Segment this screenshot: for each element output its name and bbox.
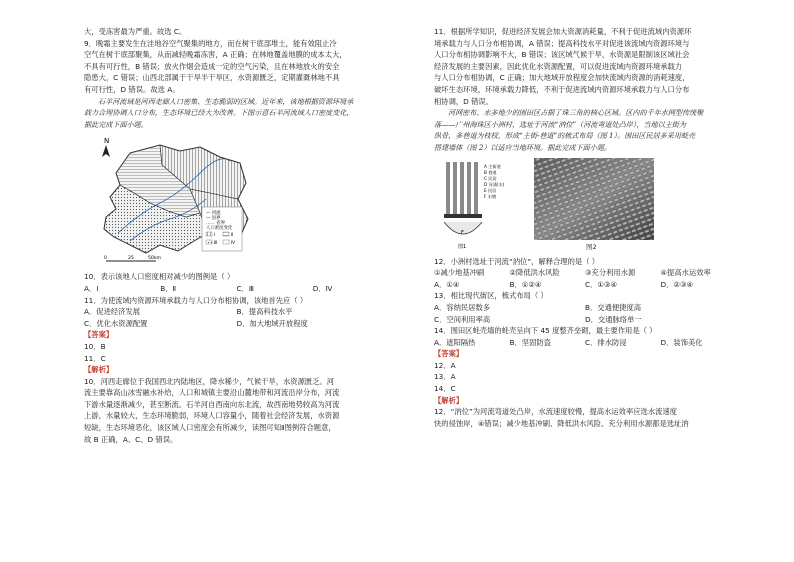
material-line: 落——广州海珠区小洲村，选址于河流“汭位”（河流弯道处凸岸），当地以主街为 bbox=[434, 119, 686, 129]
main-street bbox=[444, 214, 482, 218]
q12-items bbox=[434, 267, 736, 279]
legend-item: Ⅳ bbox=[231, 241, 236, 247]
legend-item: D 河涌(水) bbox=[484, 181, 505, 187]
text-line: 破坏生态环境，环境承载力降低，不利于促进流域内资源环境承载力与人口分布 bbox=[434, 84, 690, 94]
answer: 11．C bbox=[84, 353, 106, 363]
question-11: 11．为使流域内资源环境承载力与人口分布相协调，该地首先应（ ） bbox=[84, 295, 308, 305]
legend-item: Ⅰ bbox=[214, 233, 216, 239]
option: A．①④ bbox=[434, 279, 460, 289]
text-line: 隐患大，C 错误；山西北部属于干旱半干旱区，水资源匮乏，定期灌溉林地不具 bbox=[84, 73, 340, 83]
answer-label: 【答案】 bbox=[84, 330, 114, 340]
answer: 13．A bbox=[434, 372, 456, 382]
question-14: 14．围田区蚝壳墙的蚝壳呈向下 45 度整齐垒砌，最主要作用是（ ） bbox=[434, 326, 657, 336]
option: A．遮阳隔热 bbox=[434, 337, 476, 347]
answer-label: 【答案】 bbox=[434, 349, 464, 359]
analysis-line: 故 B 正确，A、C、D 错误。 bbox=[84, 434, 178, 444]
analysis-line: 快的侵蚀岸，④错误；减少地基冲刷、降低洪水风险、充分利用水源都是选址汭 bbox=[434, 418, 689, 428]
figures bbox=[434, 158, 736, 254]
figure-caption: 图1 bbox=[458, 243, 467, 250]
answer: 14．C bbox=[434, 384, 456, 394]
answer: 10．B bbox=[84, 341, 106, 351]
analysis-line: 短缺，生态环境恶化，该区域人口密度会有所减少，读图可知Ⅱ图例符合题意， bbox=[84, 423, 336, 433]
pond-label: F bbox=[461, 229, 464, 236]
text-line: 大，受冻害最为严重。故选 C。 bbox=[84, 27, 187, 36]
option: C．排水防浸 bbox=[585, 337, 627, 347]
option: D．②③④ bbox=[660, 279, 694, 289]
population-density-map bbox=[84, 133, 389, 269]
answer: 12．A bbox=[434, 360, 456, 370]
analysis-label: 【解析】 bbox=[84, 365, 114, 375]
option: B．提高科技水平 bbox=[236, 307, 293, 317]
option: C．优化水资源配置 bbox=[84, 318, 148, 328]
q11-options bbox=[84, 306, 389, 318]
text-line: 9．晚霜主要发生在洼地谷空气聚集的地方，而在树干底部堆土，能有效阻止冷 bbox=[84, 38, 337, 48]
analysis-line: 流主要靠高山冰雪融水补给，人口和城镇主要沿山麓地带和河流沿岸分布，河流 bbox=[84, 388, 340, 398]
analysis-line: 10．河西走廊位于我国西北内陆地区，降水稀少，气候干旱，水资源匮乏。河 bbox=[84, 376, 335, 386]
text-line: 相协调，D 错误。 bbox=[434, 96, 494, 106]
material-line: 搭建墙体（图 2）以适应当地环境。据此完成下面小题。 bbox=[434, 142, 612, 152]
text-line: 境承载力与人口分布相协调，A 错误；提高科技水平对促进该流域内资源环境与 bbox=[434, 38, 690, 48]
north-label: N bbox=[104, 137, 110, 146]
legend-item: B 巷道 bbox=[484, 169, 497, 175]
item: ②降低洪水风险 bbox=[509, 268, 560, 278]
text-line: 经济发展的主要因素，因此优化水资源配置，可以促进流域内资源环境承载力 bbox=[434, 61, 683, 71]
q14-options bbox=[434, 337, 736, 349]
option: A．容纳民居数多 bbox=[434, 302, 491, 312]
scale-label: 50km bbox=[148, 256, 161, 262]
q13-options bbox=[434, 314, 736, 326]
layout-figure-1 bbox=[440, 158, 526, 250]
text-line: 空气在树干底部聚集，从而减轻晚霜冻害，A 正确；在林地覆盖地膜的成本太大， bbox=[84, 50, 347, 60]
item: ③充分利用水源 bbox=[585, 268, 636, 278]
option: C．Ⅲ bbox=[236, 283, 254, 293]
legend-item: A 主街道 bbox=[484, 163, 501, 169]
material-line: 载力合理协调人口分布，生态环境已经大为改善。下图示意石羊河流域人口密度变化， bbox=[84, 108, 354, 118]
item: ④提高水运效率 bbox=[660, 268, 711, 278]
legend-item: Ⅱ bbox=[231, 233, 234, 239]
legend-item: 人口密度变化 bbox=[206, 226, 233, 232]
material-line: 石羊河流域是河西走廊人口密集、生态脆弱的区域。近年来，该地根据资源环境承 bbox=[98, 96, 354, 106]
option: B．坚固防盗 bbox=[509, 337, 551, 347]
text-line: 人口分布相协调影响不大，B 错误；该区域气候干旱，水资源是限制该区域社会 bbox=[434, 50, 690, 60]
option: C．①③④ bbox=[585, 279, 618, 289]
analysis-line: 下游水量逐渐减少，甚至断流。石羊河自西南向东北流，故西南地势较高为河流 bbox=[84, 399, 340, 409]
left-column bbox=[84, 26, 389, 445]
option: B．交通便捷度高 bbox=[585, 302, 642, 312]
option: D．Ⅳ bbox=[312, 283, 333, 293]
legend-item: E 民居 bbox=[484, 187, 497, 193]
option: A．Ⅰ bbox=[84, 283, 99, 293]
material-line: 河网密布、水多地少的围田区占据了珠三角的核心区域。区内的千年水网型传统聚 bbox=[448, 108, 704, 118]
legend-item: F 水塘 bbox=[484, 193, 497, 199]
right-column bbox=[434, 26, 736, 429]
q11-options bbox=[84, 318, 389, 330]
legend-item: — 河流 bbox=[206, 211, 221, 217]
q13-options bbox=[434, 302, 736, 314]
item: ①减少地基冲刷 bbox=[434, 268, 485, 278]
analysis-line: 上游，水量较大，生态环境脆弱，环境人口容量小，随着社会经济发展，水资源 bbox=[84, 411, 340, 421]
option: C．空间利用率高 bbox=[434, 314, 491, 324]
option: B．①②④ bbox=[509, 279, 542, 289]
legend-item: C 民居 bbox=[484, 175, 497, 181]
text-line: 不具有可行性，B 错误；放火作烟会造成一定的空气污染，且在林地放火的安全 bbox=[84, 61, 340, 71]
q10-options bbox=[84, 283, 389, 295]
question-10: 10．表示该地人口密度相对减少的图例是（ ） bbox=[84, 272, 235, 282]
question-12: 12．小洲村选址于河流“汭位”，解释合理的是（ ） bbox=[434, 256, 600, 266]
analysis-line: 12．“汭位”为河流弯道处凸岸，水流速度较慢，提高水运效率应选水流速度 bbox=[434, 407, 678, 417]
option: D．装饰美化 bbox=[660, 337, 703, 347]
text-line: 有可行性，D 错误。故选 A。 bbox=[84, 84, 180, 94]
q12-options bbox=[434, 279, 736, 291]
material-line: 纵骨，多巷道为枝杈，形成“主街-巷道”的梳式布局（图 1）。围田区民居多采用蚝壳 bbox=[434, 131, 696, 141]
scale-label: 25 bbox=[128, 256, 134, 262]
option: D．加大地域开放程度 bbox=[236, 318, 308, 328]
legend-item: Ⅲ bbox=[214, 241, 218, 247]
legend-item: …… 省界 bbox=[206, 221, 225, 227]
scale-label: 0 bbox=[104, 256, 107, 262]
figure-caption: 图2 bbox=[586, 242, 597, 251]
option: B．Ⅱ bbox=[160, 283, 177, 293]
material-line: 据此完成下面小题。 bbox=[84, 119, 148, 129]
text-line: 11．根据所学知识，促进经济发展会加大资源消耗量，不利于促进流域内资源环 bbox=[434, 27, 692, 36]
option: A．促进经济发展 bbox=[84, 307, 141, 317]
analysis-label: 【解析】 bbox=[434, 395, 464, 405]
oyster-shell-wall-figure-2 bbox=[534, 158, 654, 240]
map-figure bbox=[90, 133, 260, 267]
legend-item: — 县界 bbox=[206, 216, 221, 222]
option: D．交通脉络单一 bbox=[585, 314, 642, 324]
question-13: 13．相比现代街区，梳式布局（ ） bbox=[434, 291, 548, 301]
text-line: 与人口分布相协调，C 正确；加大地域开放程度会加快流域内资源的消耗速度， bbox=[434, 73, 690, 83]
north-arrow-icon bbox=[102, 145, 110, 157]
